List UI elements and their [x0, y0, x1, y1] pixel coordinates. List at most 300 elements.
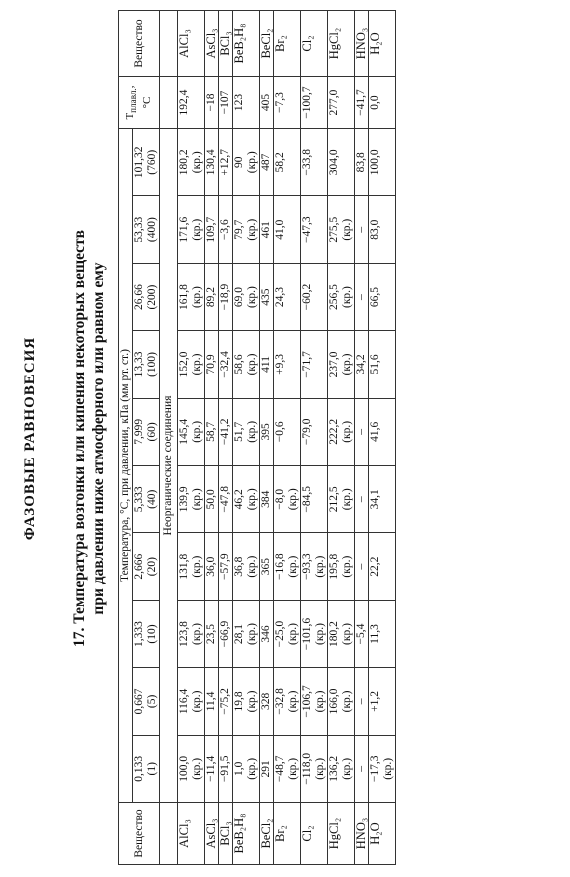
temperature-value: +9,3 — [274, 354, 286, 375]
melting-point-cell: 277,0 — [328, 77, 355, 129]
phase-note: (кр.) — [191, 690, 203, 713]
temperature-cell — [260, 668, 274, 735]
temperature-cell — [219, 331, 233, 398]
table-row — [260, 11, 274, 865]
temperature-value: 166,0 — [328, 688, 340, 715]
temperature-value: −101,6 — [301, 617, 313, 651]
pressure-kpa: 0,133 — [133, 755, 145, 782]
temperature-cell — [369, 129, 396, 196]
temperature-value: – — [355, 563, 367, 570]
temperature-cell — [355, 466, 369, 533]
substance-name-right: BCl₃ — [219, 11, 233, 77]
substance-name-right: HgCl₂ — [328, 11, 355, 77]
temperature-value: −84,5 — [301, 485, 313, 513]
temperature-value: 180,2 — [178, 149, 190, 176]
phase-note: (кр.) — [191, 623, 203, 645]
pressure-mmhg: (200) — [146, 284, 158, 310]
temperature-cell — [205, 533, 219, 600]
temperature-value: −3,6 — [219, 219, 231, 241]
substance-name: HgCl₂ — [328, 803, 355, 865]
temperature-cell — [205, 398, 219, 465]
group-spacer-right — [160, 11, 178, 77]
temperature-cell — [205, 129, 219, 196]
header-melting-sub: плавл. — [128, 88, 139, 113]
temperature-cell — [178, 129, 205, 196]
temperature-cell — [369, 533, 396, 600]
temperature-cell — [328, 331, 355, 398]
melting-point-cell: 0,0 — [369, 77, 396, 129]
phase-note: (кр.) — [191, 151, 203, 174]
temperature-value: 130,4 — [205, 149, 217, 176]
temperature-cell — [205, 668, 219, 735]
pressure-mmhg: (5) — [146, 694, 158, 709]
table-row — [178, 11, 205, 865]
temperature-cell — [233, 533, 260, 600]
temperature-cell — [219, 668, 233, 735]
phase-note: (кр.) — [341, 623, 353, 645]
phase-note: (кр.) — [341, 420, 353, 443]
temperature-cell — [355, 398, 369, 465]
temperature-cell — [369, 331, 396, 398]
section-title: ФАЗОВЫЕ РАВНОВЕСИЯ — [22, 336, 38, 541]
temperature-value: −93,3 — [301, 553, 313, 580]
temperature-value: 51,7 — [233, 421, 245, 442]
temperature-cell — [328, 466, 355, 533]
pressure-kpa: 53,33 — [133, 216, 145, 243]
pressure-kpa: 101,32 — [133, 146, 145, 179]
phase-note: (кр.) — [246, 353, 258, 376]
temperature-value: 275,5 — [328, 216, 340, 243]
temperature-cell — [301, 466, 328, 533]
temperature-cell — [219, 263, 233, 330]
header-pressure-row — [133, 11, 160, 865]
temperature-value: 291 — [260, 760, 272, 778]
temperature-value: 41,0 — [274, 219, 286, 240]
temperature-value: 51,6 — [369, 354, 381, 375]
temperature-value: 304,0 — [328, 149, 340, 176]
header-substance-right: Вещество — [119, 11, 160, 77]
temperature-cell — [205, 263, 219, 330]
phase-note: (кр.) — [314, 690, 326, 713]
substance-name-right: AsCl₃ — [205, 11, 219, 77]
temperature-cell — [328, 196, 355, 263]
temperature-cell — [355, 129, 369, 196]
temperature-value: −32,8 — [274, 688, 286, 715]
melting-point-cell: −107 — [219, 77, 233, 129]
table-row — [301, 11, 328, 865]
melting-point-cell: −7,3 — [274, 77, 301, 129]
temperature-cell — [355, 600, 369, 667]
melting-point-cell: 123 — [233, 77, 260, 129]
pressure-mmhg: (40) — [146, 489, 158, 509]
temperature-value: 136,2 — [328, 755, 340, 782]
temperature-cell — [328, 398, 355, 465]
temperature-cell — [233, 331, 260, 398]
temperature-cell — [369, 600, 396, 667]
temperature-value: 58,7 — [205, 421, 217, 442]
substance-name-right: AlCl₃ — [178, 11, 205, 77]
temperature-value: −106,7 — [301, 685, 313, 718]
temperature-value: −41,2 — [219, 418, 231, 446]
temperature-cell — [205, 600, 219, 667]
pressure-kpa: 5,333 — [133, 486, 145, 513]
temperature-value: −47,3 — [301, 216, 313, 243]
temperature-cell — [260, 196, 274, 263]
table-title — [70, 0, 108, 877]
temperature-value: 36,8 — [233, 556, 245, 577]
temperature-value: 66,5 — [369, 287, 381, 308]
phase-note: (кр.) — [191, 218, 203, 241]
temperature-cell — [274, 331, 301, 398]
temperature-value: 58,2 — [274, 152, 286, 173]
substance-name-right: BeCl₂ — [260, 11, 274, 77]
temperature-value: 11,3 — [369, 624, 381, 644]
temperature-value: −66,9 — [219, 620, 231, 648]
temperature-value: −60,2 — [301, 283, 313, 311]
temperature-cell — [274, 668, 301, 735]
temperature-value: 83,0 — [369, 219, 381, 240]
temperature-cell — [219, 129, 233, 196]
temperature-cell — [219, 600, 233, 667]
temperature-cell — [260, 331, 274, 398]
pressure-kpa: 13,33 — [133, 351, 145, 378]
table-title-line-2: при давлении ниже атмосферного или равном ему — [90, 262, 107, 615]
substance-name: H₂O — [369, 803, 396, 865]
phase-note: (кр.) — [341, 690, 353, 713]
group-row — [160, 11, 178, 865]
temperature-cell — [355, 668, 369, 735]
header-pressure — [133, 196, 160, 263]
header-pressure — [133, 466, 160, 533]
group-label: Неорганические соединения — [160, 129, 178, 803]
temperature-value: −32,4 — [219, 351, 231, 378]
temperature-cell — [233, 129, 260, 196]
temperature-cell — [205, 331, 219, 398]
temperature-value: 365 — [260, 558, 272, 576]
temperature-cell — [301, 533, 328, 600]
group-spacer-left — [160, 803, 178, 865]
temperature-value: −11,4 — [205, 755, 217, 782]
temperature-cell — [274, 735, 301, 802]
temperature-cell — [178, 398, 205, 465]
temperature-value: 19,8 — [233, 691, 245, 712]
temperature-value: −91,5 — [219, 755, 231, 783]
phase-note: (кр.) — [341, 488, 353, 511]
temperature-value: 23,5 — [205, 623, 217, 645]
phase-note: (кр.) — [287, 555, 299, 578]
pressure-kpa: 2,666 — [133, 553, 145, 580]
temperature-value: – — [355, 496, 367, 503]
temperature-value: 222,2 — [328, 418, 340, 445]
temperature-cell — [233, 735, 260, 802]
temperature-cell — [219, 398, 233, 465]
header-pressure — [133, 129, 160, 196]
temperature-cell — [205, 735, 219, 802]
temperature-cell — [274, 196, 301, 263]
temperature-cell — [233, 398, 260, 465]
temperature-cell — [205, 466, 219, 533]
temperature-cell — [219, 196, 233, 263]
phase-note: (кр.) — [246, 690, 258, 713]
temperature-value: 237,0 — [328, 351, 340, 378]
melting-point-cell: 405 — [260, 77, 274, 129]
temperature-value: 145,4 — [178, 418, 190, 445]
substance-name: Br₂ — [274, 803, 301, 865]
substance-name: AlCl₃ — [178, 803, 205, 865]
phase-note: (кр.) — [191, 555, 203, 578]
temperature-value: – — [355, 428, 367, 435]
temperature-cell — [233, 196, 260, 263]
header-row-1 — [119, 11, 133, 865]
temperature-cell — [274, 398, 301, 465]
phase-note: (кр.) — [246, 218, 258, 241]
phase-note: (кр.) — [287, 488, 299, 511]
temperature-value: −47,8 — [219, 485, 231, 513]
temperature-value: – — [355, 294, 367, 300]
header-melting-point: $T_{плавл.}$, °C — [119, 77, 160, 129]
header-pressure — [133, 263, 160, 330]
temperature-value: −18,9 — [219, 283, 231, 311]
temperature-cell — [369, 263, 396, 330]
temperature-value: −8,0 — [274, 488, 286, 510]
table-body — [160, 11, 396, 865]
temperature-value: 195,8 — [328, 553, 340, 580]
temperature-cell — [328, 129, 355, 196]
temperature-value: 46,2 — [233, 489, 245, 510]
substance-name: BCl₃ — [219, 803, 233, 865]
phase-note: (кр.) — [341, 353, 353, 376]
temperature-cell — [301, 668, 328, 735]
temperature-cell — [274, 466, 301, 533]
table-row — [219, 11, 233, 865]
temperature-cell — [369, 196, 396, 263]
phase-note: (кр.) — [246, 555, 258, 578]
temperature-value: 34,2 — [355, 354, 367, 375]
temperature-value: 384 — [260, 490, 272, 508]
temperature-cell — [178, 668, 205, 735]
temperature-value: 139,9 — [178, 486, 190, 513]
substance-name: AsCl₃ — [205, 803, 219, 865]
temperature-value: 69,0 — [233, 287, 245, 308]
phase-note: (кр.) — [246, 151, 258, 174]
temperature-cell — [260, 129, 274, 196]
temperature-cell — [369, 466, 396, 533]
pressure-kpa: 0,667 — [133, 688, 145, 715]
temperature-cell — [233, 600, 260, 667]
temperature-cell — [178, 331, 205, 398]
phase-note: (кр.) — [314, 555, 326, 578]
phase-note: (кр.) — [314, 623, 326, 645]
header-pressure — [133, 735, 160, 802]
header-substance-left: Вещество — [119, 803, 160, 865]
temperature-value: 171,6 — [178, 216, 190, 243]
temperature-value: 28,1 — [233, 623, 245, 645]
table-title-line-1: 17. Температура возгонки или кипения некоторых веществ — [71, 229, 88, 648]
temperature-value: −71,7 — [301, 351, 313, 378]
temperature-value: 109,7 — [205, 216, 217, 243]
temperature-value: 41,6 — [369, 421, 381, 442]
temperature-cell — [219, 533, 233, 600]
phase-note: (кр.) — [287, 623, 299, 645]
temperature-cell — [328, 600, 355, 667]
temperature-cell — [355, 533, 369, 600]
temperature-cell — [355, 263, 369, 330]
temperature-cell — [178, 263, 205, 330]
temperature-value: +12,7 — [219, 148, 231, 176]
table-row — [205, 11, 219, 865]
temperature-cell — [369, 735, 396, 802]
temperature-value: 36,0 — [205, 556, 217, 577]
temperature-cell — [369, 668, 396, 735]
temperature-value: 395 — [260, 423, 272, 441]
temperature-cell — [328, 668, 355, 735]
temperature-cell — [260, 735, 274, 802]
melting-point-cell: −41,7 — [355, 77, 369, 129]
pressure-mmhg: (20) — [146, 557, 158, 577]
temperature-value: 58,6 — [233, 354, 245, 375]
temperature-cell — [355, 196, 369, 263]
phase-note: (кр.) — [191, 488, 203, 511]
temperature-cell — [301, 331, 328, 398]
substance-name-right: BeB₂H₈ — [233, 11, 260, 77]
pressure-mmhg: (10) — [146, 624, 158, 644]
temperature-value: 100,0 — [178, 755, 190, 782]
temperature-value: −57,9 — [219, 553, 231, 580]
pressure-mmhg: (760) — [146, 149, 158, 175]
temperature-value: 24,3 — [274, 287, 286, 308]
temperature-cell — [233, 263, 260, 330]
phase-note: (кр.) — [341, 555, 353, 578]
temperature-value: 328 — [260, 692, 272, 711]
temperature-value: 346 — [260, 625, 272, 643]
temperature-cell — [260, 398, 274, 465]
phase-note: (кр.) — [246, 420, 258, 443]
temperature-value: 50,0 — [205, 489, 217, 510]
substance-name-right: HNO₃ — [355, 11, 369, 77]
substance-name: BeB₂H₈ — [233, 803, 260, 865]
temperature-cell — [301, 600, 328, 667]
substance-name-right: H₂O — [369, 11, 396, 77]
phase-note: (кр.) — [341, 286, 353, 309]
temperature-cell — [178, 466, 205, 533]
temperature-value: 411 — [260, 356, 272, 373]
temperature-value: 89,2 — [205, 287, 217, 308]
temperature-value: 152,0 — [178, 351, 190, 378]
temperature-value: 123,8 — [178, 621, 190, 647]
temperature-value: −48,7 — [274, 755, 286, 783]
temperature-cell — [233, 466, 260, 533]
temperature-value: 180,2 — [328, 621, 340, 647]
phase-note: (кр.) — [246, 623, 258, 645]
temperature-value: +1,2 — [369, 690, 381, 712]
pressure-mmhg: (100) — [146, 352, 158, 377]
temperature-value: 11,4 — [205, 691, 217, 712]
data-table — [118, 10, 396, 865]
table-row — [274, 11, 301, 865]
temperature-value: −25,0 — [274, 620, 286, 648]
temperature-cell — [328, 735, 355, 802]
temperature-cell — [301, 735, 328, 802]
temperature-value: 90 — [233, 156, 245, 168]
temperature-value: 212,5 — [328, 486, 340, 513]
header-melting-symbol: T — [124, 112, 137, 120]
temperature-value: −16,8 — [274, 553, 286, 580]
phase-note: (кр.) — [246, 286, 258, 309]
header-temperature-group: Температура, °С, при давлении, кПа (мм рт. ст.) — [119, 129, 133, 803]
phase-note: (кр.) — [287, 757, 299, 780]
phase-note: (кр.) — [341, 757, 353, 780]
temperature-cell — [274, 600, 301, 667]
temperature-cell — [260, 263, 274, 330]
table-row — [369, 11, 396, 865]
temperature-value: 435 — [260, 288, 272, 306]
temperature-value: 34,1 — [369, 489, 381, 510]
phase-note: (кр.) — [246, 488, 258, 511]
temperature-value: −79,0 — [301, 418, 313, 446]
group-spacer-melting — [160, 77, 178, 129]
melting-point-cell: −100,7 — [301, 77, 328, 129]
temperature-value: −5,4 — [355, 623, 367, 645]
temperature-cell — [355, 735, 369, 802]
temperature-value: – — [355, 226, 367, 233]
temperature-value: 79,7 — [233, 219, 245, 240]
temperature-cell — [274, 129, 301, 196]
pressure-mmhg: (1) — [146, 762, 158, 776]
temperature-cell — [233, 668, 260, 735]
temperature-cell — [301, 398, 328, 465]
melting-point-cell: 192,4 — [178, 77, 205, 129]
phase-note: (кр.) — [191, 420, 203, 443]
table-row — [328, 11, 355, 865]
temperature-value: 83,8 — [355, 152, 367, 173]
pressure-kpa: 1,333 — [133, 621, 145, 647]
phase-note: (кр.) — [191, 353, 203, 376]
temperature-cell — [301, 263, 328, 330]
phase-note: (кр.) — [191, 286, 203, 309]
temperature-value: −33,8 — [301, 148, 313, 176]
pressure-kpa: 26,66 — [133, 284, 145, 311]
temperature-cell — [301, 129, 328, 196]
temperature-cell — [205, 196, 219, 263]
temperature-value: 161,8 — [178, 284, 190, 311]
temperature-cell — [301, 196, 328, 263]
temperature-cell — [178, 196, 205, 263]
temperature-value: 461 — [260, 221, 272, 239]
substance-name: HNO₃ — [355, 803, 369, 865]
temperature-value: 256,5 — [328, 284, 340, 311]
temperature-cell — [178, 600, 205, 667]
melting-point-cell: −18 — [205, 77, 219, 129]
temperature-cell — [260, 600, 274, 667]
temperature-value: – — [355, 765, 367, 772]
temperature-cell — [178, 735, 205, 802]
temperature-cell — [260, 533, 274, 600]
temperature-value: 116,4 — [178, 688, 190, 715]
temperature-cell — [369, 398, 396, 465]
header-pressure — [133, 331, 160, 398]
temperature-cell — [219, 466, 233, 533]
phase-note: (кр.) — [382, 757, 394, 780]
header-melting-unit: °C — [140, 96, 153, 109]
temperature-cell — [328, 533, 355, 600]
temperature-value: 131,8 — [178, 553, 190, 580]
header-pressure — [133, 533, 160, 600]
phase-note: (кр.) — [246, 757, 258, 780]
substance-name-right: Br₂ — [274, 11, 301, 77]
pressure-kpa: 7,999 — [133, 418, 145, 445]
temperature-value: −118,0 — [301, 752, 313, 785]
header-pressure — [133, 668, 160, 735]
